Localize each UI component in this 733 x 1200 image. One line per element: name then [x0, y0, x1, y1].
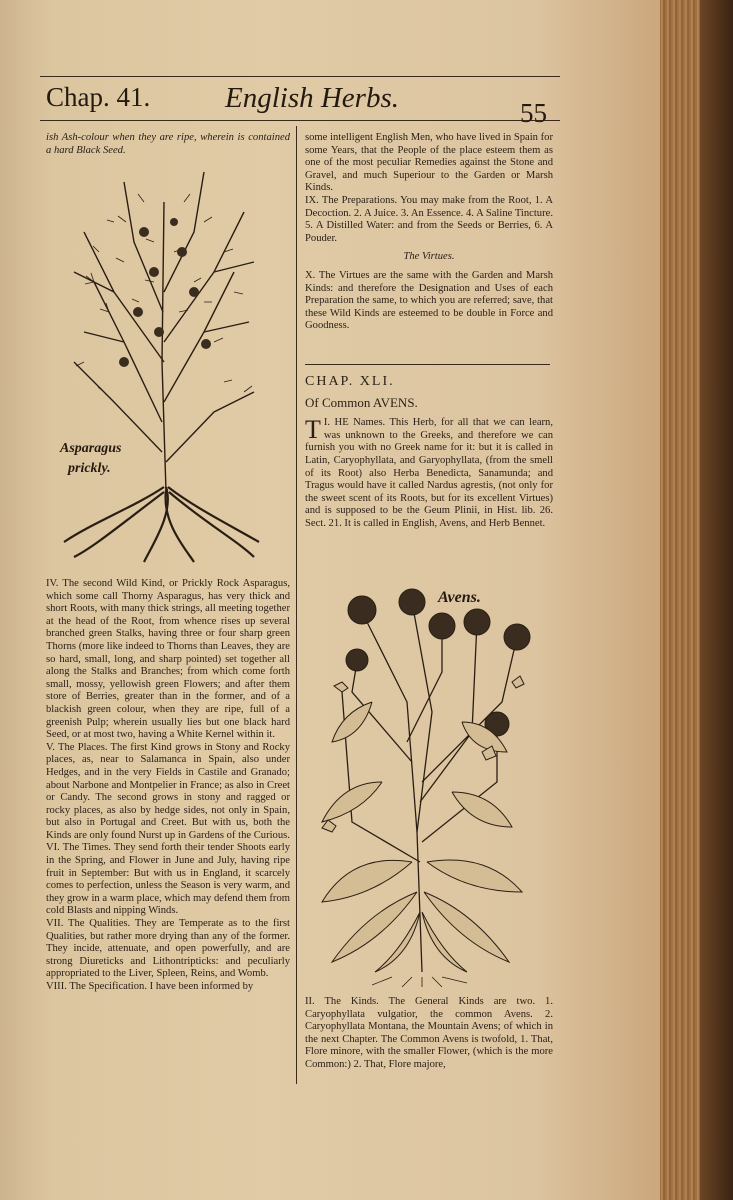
paragraph-continued: some intelligent English Men, who have lived in Spain for some Years, that the People of the place esteem them as one of the most peculiar Remedies against the Stone and Gravel, and much Superiour to the Garden or Marsh Kinds. — [305, 132, 553, 194]
right-column-bottom — [305, 996, 553, 1072]
header-rule-bottom — [40, 120, 560, 121]
paragraph-i — [305, 417, 553, 530]
asparagus-label-1: Asparagus — [60, 441, 122, 456]
header-rule-top — [40, 76, 560, 77]
avens-label: Avens. — [438, 589, 481, 606]
paragraph-viii: VIII. The Specification. I have been informed by — [46, 981, 254, 992]
paragraph-vii: VII. The Qualities. They are Temperate as to the first Qualities, but rather more drying than any of the former. They incide, attenuate, and open powerfully, and are strong Diureticks and Lithontripticks: and peculiarly appropriated to the Liver, Spleen, Reins, and Womb. — [46, 918, 290, 980]
column-divider — [296, 126, 297, 1084]
chapter-label: Chap. 41. — [46, 82, 151, 112]
book-binding — [700, 0, 733, 1200]
paragraph-vi: VI. The Times. They send forth their tender Shoots early in the Spring, and Flower in June and July, having ripe fruit in September: But with us in England, it scarcely comes to perfection, unless the Season is very warm, and they grow in a warm place, which may defend them from cold Blasts and nipping Winds. — [46, 842, 290, 917]
drop-cap: T — [305, 415, 321, 445]
continued-text: ish Ash-colour when they are ripe, wherein is contained a hard Black Seed. — [46, 132, 290, 156]
paragraph-ii: II. The Kinds. The General Kinds are two. 1. Caryophyllata vulgatior, the common Avens. 2. Caryophyllata Montana, the Mountain Avens; of which in the next Chapter. The Common Avens is twofold, 1. That, Flore minore, with the smaller Flower, (which is the more Common:) 2. That, Flore majore, — [305, 996, 553, 1070]
virtues-heading: The Virtues. — [403, 251, 455, 263]
left-column-top — [46, 132, 290, 157]
chapter-heading: CHAP. XLI. — [305, 374, 395, 389]
paragraph-ix: IX. The Preparations. You may make from the Root, 1. A Decoction. 2. A Juice. 3. An Essence. 4. A Saline Tincture. 5. A Distilled Water: and from the Seeds or Berries, 6. A Pouder. — [305, 194, 553, 244]
chapter-subheading: Of Common AVENS. — [305, 394, 418, 410]
asparagus-label-2: prickly. — [68, 461, 111, 476]
paragraph-iv: IV. The second Wild Kind, or Prickly Rock Asparagus, which some call Thorny Asparagus, has very thick and short Roots, with many thick strings, all meeting together at the head of the Root, from whence rises up several branched green Stalks, having three or four sharp green Thorns (more like indeed to Thorns than Leaves, they are so hard, small, long, and sharp pointed) set together all along the Stalks and Branches; from which come forth small, mossy, yellowish green Flowers; and after them store of Berries, greater than in the former, and of a blackish green colour, when they are ripe, full of a greenish Pulp; wherein usually lies but one black hard Seed, or at most two, having a White Kernel within it. — [46, 578, 290, 741]
chapter-xli — [305, 376, 553, 531]
section-divider — [305, 364, 550, 365]
paragraph-v: V. The Places. The first Kind grows in Stony and Rocky places, as, near to Salamanca in Spain, also under Hedges, and in the very Fields in Castile and Granado; about Narbone and Montpelier in France; as also in Creet or Candy. The second grows in stony and ragged or rocky places, as also by hedge sides, not only in Spain, but also in Portugal and Creet. But with us, both the Kinds are only found Nurst up in Gardens of the Curious. — [46, 741, 290, 841]
paragraph-i-number: I. — [323, 417, 331, 429]
right-column-top — [305, 132, 553, 333]
paragraph-x: X. The Virtues are the same with the Garden and Marsh Kinds: and therefore the Designation and Uses of each Preparation the same, to which you are referred; save, that these Wild Kinds are esteemed to be double in Force and Goodness. — [305, 269, 553, 332]
page-number: 55 — [520, 98, 547, 128]
paragraph-i-text: HE Names. This Herb, for all that we can learn, was unknown to the Greeks, and therefore we can furnish you with no Greek name for it: but it is called in Latin, Caryophyllata, and Garyophyllata, (from the smell of its Root) also Herba Benedicta, Sanamunda; and Tragus would have it called Nardus agrestis, (not only for the sweet scent of its Roots, but for its excellent Virtues) and is supposed to be the Geum Plinii, in Hist. lib. 26. Sect. 21. It is called in English, Avens, and Herb Bennet. — [305, 417, 553, 529]
asparagus-illustration — [54, 162, 268, 568]
page-title: English Herbs. — [225, 82, 399, 114]
left-column-body — [46, 578, 290, 994]
avens-illustration — [312, 582, 538, 988]
running-header — [40, 76, 560, 128]
